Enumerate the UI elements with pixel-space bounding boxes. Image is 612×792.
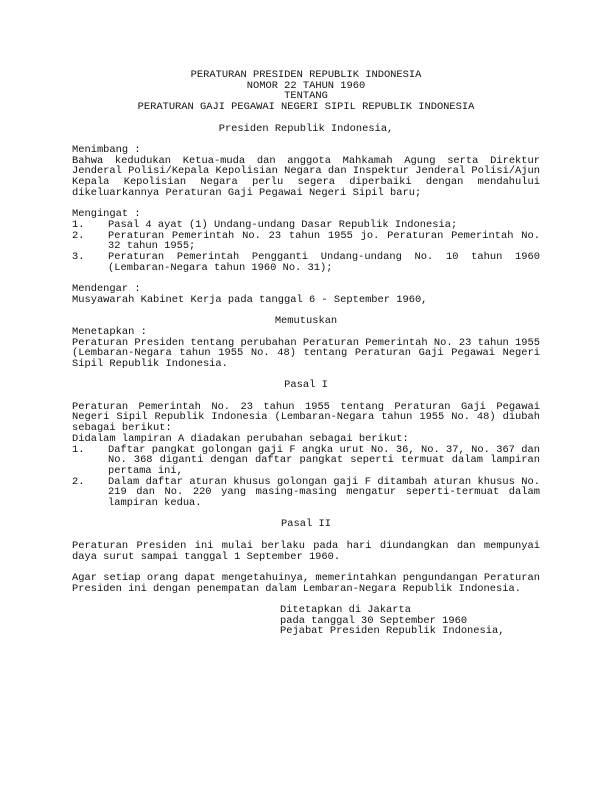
signature-place: Ditetapkan di Jakarta	[280, 603, 411, 616]
mengingat-item: 1. Pasal 4 ayat (1) Undang-undang Dasar Republik Indonesia;	[72, 218, 458, 231]
title-line-2: NOMOR 22 TAHUN 1960	[246, 79, 366, 92]
mengingat-item: 3. Peraturan Pemerintah Pengganti Undang-undang No. 10 tahun 1960 (Lembaran-Negara tahun 1960 No. 31);	[72, 250, 540, 274]
signature-official: Pejabat Presiden Republik Indonesia,	[280, 625, 505, 638]
mendengar-label: Mendengar :	[72, 283, 141, 295]
menetapkan-text: Peraturan Presiden tentang perubahan Peraturan Pemerintah No. 23 tahun 1955 (Lembaran-Negara tahun 1955 No. 48) tentang Peraturan Gaji Pegawai Negeri Sipil Republik Indonesia.	[72, 336, 540, 370]
menetapkan-label: Menetapkan :	[72, 325, 147, 338]
pasal-1-heading: Pasal I	[284, 379, 328, 392]
mendengar-text: Musyawarah Kabinet Kerja pada tanggal 6 - September 1960,	[72, 293, 428, 306]
pasal-2-text-1: Peraturan Presiden ini mulai berlaku pada hari diundangkan dan mempunyai daya surut sampai tanggal 1 September 1960.	[72, 539, 540, 563]
pasal-2-text-2: Agar setiap orang dapat mengetahuinya, memerintahkan pengundangan Peraturan Presiden ini dengan penempatan dalam Lembaran-Negara Republik Indonesia.	[72, 571, 540, 595]
pasal-2-heading: Pasal II	[281, 518, 331, 531]
pasal-1-sub: Didalam lampiran A diadakan perubahan sebagai berikut:	[72, 432, 409, 445]
title-line-4: PERATURAN GAJI PEGAWAI NEGERI SIPIL REPUBLIK INDONESIA	[137, 101, 475, 114]
document-page	[72, 70, 540, 637]
pasal-1-item: 1. Daftar pangkat golongan gaji F angka urut No. 36, No. 37, No. 367 dan No. 368 diganti dengan daftar pangkat seperti termuat dalam lampiran pertama ini,	[72, 443, 540, 477]
menimbang-label: Menimbang :	[72, 143, 141, 156]
issuer: Presiden Republik Indonesia,	[218, 122, 394, 135]
pasal-1-item: 2. Dalam daftar aturan khusus golongan gaji F ditambah aturan khusus No. 219 dan No. 220 yang masing-masing mengatur seperti-termuat dalam lampiran kedua.	[72, 475, 540, 510]
mengingat-label: Mengingat :	[72, 208, 141, 221]
pasal-1-intro: Peraturan Pemerintah No. 23 tahun 1955 tentang Peraturan Gaji Pegawai Negeri Sipil Republik Indonesia (Lembaran-Negara tahun 1955 No. 48) diubah sebagai berikut:	[72, 400, 540, 435]
title-line-3: TENTANG	[284, 90, 328, 103]
memutuskan-heading: Memutuskan	[274, 315, 338, 328]
title-line-1: PERATURAN PRESIDEN REPUBLIK INDONESIA	[190, 69, 422, 81]
signature-date: pada tanggal 30 September 1960	[280, 614, 468, 627]
menimbang-text: Bahwa kedudukan Ketua-muda dan anggota Mahkamah Agung serta Direktur Jenderal Polisi/Kepala Kepolisian Negara dan Inspektur Jenderal Polisi/Ajun Kepala Kepolisian Negara perlu segera diperbaiki dengan mendahului dikeluarkannya Peraturan Gaji Pegawai Negeri Sipil baru;	[72, 154, 540, 199]
mengingat-item: 2. Peraturan Pemerintah No. 23 tahun 1955 jo. Peraturan Pemerintah No. 32 tahun 1955;	[72, 229, 540, 253]
